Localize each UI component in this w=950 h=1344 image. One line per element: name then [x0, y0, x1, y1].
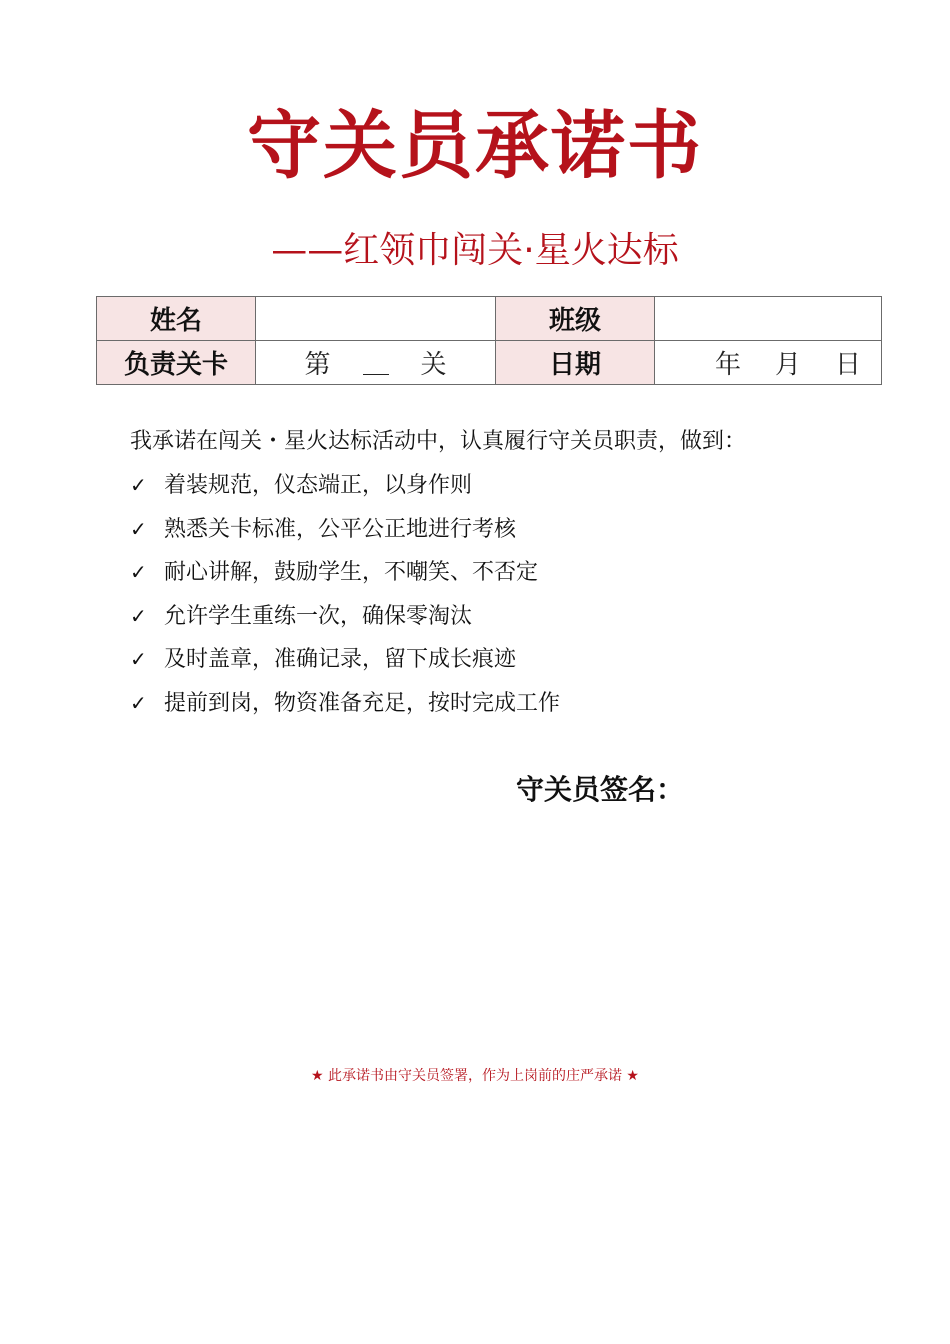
pledge-text: 及时盖章，准确记录，留下成长痕迹 [164, 647, 517, 673]
check-icon: ✓ [130, 473, 147, 497]
pledge-list [130, 464, 560, 726]
check-icon: ✓ [130, 647, 147, 672]
pledge-text: 耐心讲解，鼓励学生，不嘲笑、不否定 [164, 560, 539, 586]
name-field[interactable] [256, 297, 496, 341]
check-icon: ✓ [130, 516, 147, 541]
stage-label: 负责关卡 [97, 341, 256, 385]
date-year: 年 [714, 350, 741, 380]
stage-suffix: 关 [420, 350, 447, 380]
stage-field[interactable] [256, 341, 496, 385]
pledge-text: 允许学生重练一次，确保零淘汰 [164, 603, 473, 629]
document-subtitle: ——红领巾闯关·星火达标 [271, 230, 679, 271]
pledge-text: 熟悉关卡标准，公平公正地进行考核 [164, 516, 517, 542]
pledge-item [130, 682, 560, 726]
name-label: 姓名 [97, 297, 256, 341]
stage-blank-line [363, 373, 389, 375]
pledge-text: 提前到岗，物资准备充足，按时完成工作 [164, 690, 561, 716]
date-month: 月 [774, 350, 801, 380]
pledge-text: 着装规范，仪态端正，以身作则 [164, 473, 473, 498]
check-icon: ✓ [130, 690, 147, 715]
pledge-intro: 我承诺在闯关・星火达标活动中，认真履行守关员职责，做到： [130, 429, 747, 454]
info-row-name [97, 297, 882, 341]
date-label: 日期 [496, 341, 655, 385]
signature-label: 守关员签名： [516, 773, 685, 806]
stage-prefix: 第 [304, 350, 331, 380]
footer-note: ★ 此承诺书由守关员签署，作为上岗前的庄严承诺 ★ [310, 1068, 639, 1084]
pledge-item [130, 551, 560, 595]
check-icon: ✓ [130, 560, 147, 585]
date-day: 日 [834, 350, 861, 380]
class-label: 班级 [496, 297, 655, 341]
info-table [96, 296, 882, 385]
pledge-item [130, 508, 560, 552]
date-field[interactable] [655, 341, 882, 385]
check-icon: ✓ [130, 603, 147, 628]
pledge-item [130, 595, 560, 639]
pledge-item [130, 638, 560, 682]
document-title: 守关员承诺书 [247, 103, 703, 189]
pledge-item [130, 464, 560, 508]
class-field[interactable] [655, 297, 882, 341]
info-row-stage [97, 341, 882, 385]
